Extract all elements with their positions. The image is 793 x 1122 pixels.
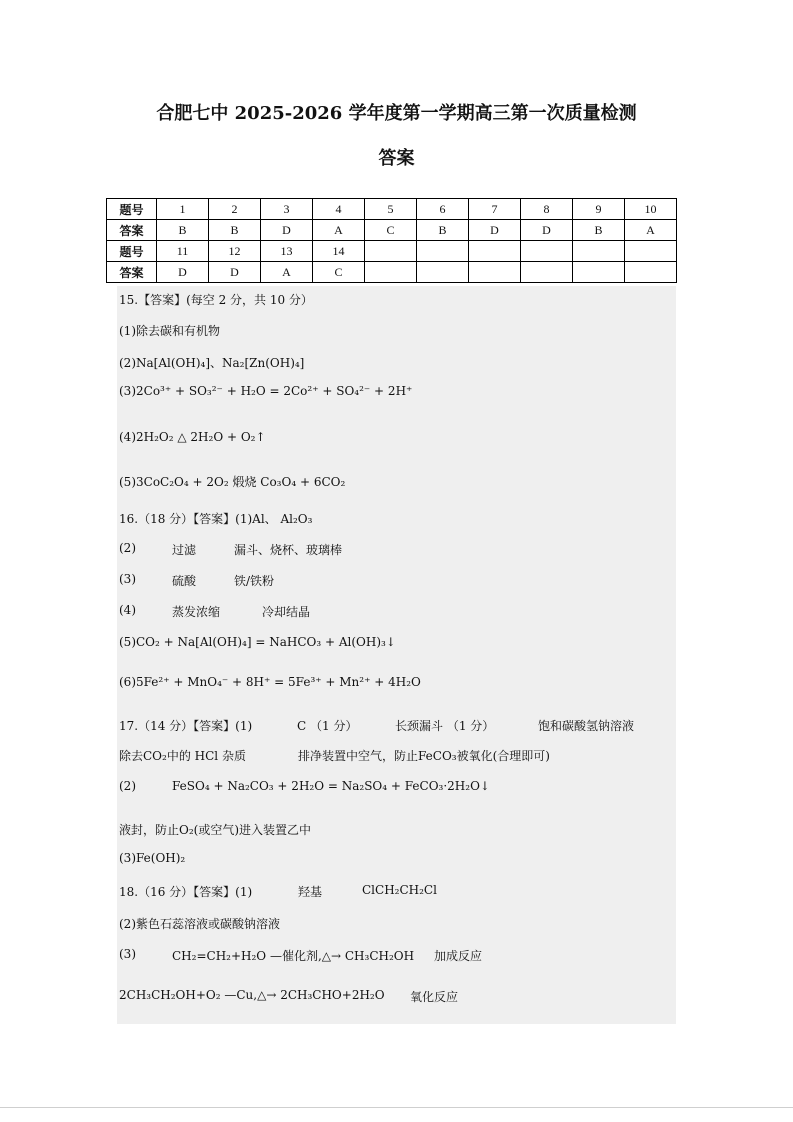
table-cell (573, 262, 625, 283)
q16-line-6: (6)5Fe²⁺ + MnO₄⁻ + 8H⁺ = 5Fe³⁺ + Mn²⁺ + 4H₂O (119, 675, 421, 689)
q18-line-3-label: (3) (119, 947, 136, 961)
table-cell: 6 (417, 199, 469, 220)
table-cell (573, 241, 625, 262)
table-cell: D (469, 220, 521, 241)
table-cell: D (261, 220, 313, 241)
q17-line-2a: 除去CO₂中的 HCl 杂质 (119, 749, 246, 763)
q15-line-1: (1)除去碳和有机物 (119, 324, 220, 338)
table-cell: A (625, 220, 677, 241)
q18-line-2: (2)紫色石蕊溶液或碳酸钠溶液 (119, 917, 280, 931)
q17-heading: 17.（14 分）【答案】(1) (119, 719, 253, 733)
table-row (107, 241, 677, 262)
table-cell: C (313, 262, 365, 283)
q16-line-5: (5)CO₂ + Na[Al(OH)₄] = NaHCO₃ + Al(OH)₃↓ (119, 635, 396, 649)
q17-answer-d: 长颈漏斗 （1 分） (395, 719, 495, 733)
q17-line-5: (3)Fe(OH)₂ (119, 851, 186, 865)
q17-line-2b: 排净装置中空气，防止FeCO₃被氧化(合理即可) (298, 749, 550, 763)
q17-answer-c: C （1 分） (297, 719, 358, 733)
row-label-question: 题号 (107, 241, 157, 262)
table-cell (417, 241, 469, 262)
table-cell: 5 (365, 199, 417, 220)
row-label-answer: 答案 (107, 220, 157, 241)
table-cell: 1 (157, 199, 209, 220)
q17-line-3-equation: FeSO₄ + Na₂CO₃ + 2H₂O = Na₂SO₄ + FeCO₃·2H₂O↓ (172, 779, 490, 793)
table-cell (417, 262, 469, 283)
table-cell: D (209, 262, 261, 283)
q16-line-4-answer-b: 冷却结晶 (262, 605, 311, 619)
q16-line-2-answer-a: 过滤 (172, 543, 197, 557)
q16-line-2-answer-b: 漏斗、烧杯、玻璃棒 (234, 543, 343, 557)
table-row (107, 262, 677, 283)
q18-line-3-equation: CH₂=CH₂+H₂O —催化剂,△→ CH₃CH₂OH (172, 949, 415, 963)
table-cell: A (261, 262, 313, 283)
table-cell: 7 (469, 199, 521, 220)
table-cell: D (157, 262, 209, 283)
q15-line-3: (3)2Co³⁺ + SO₃²⁻ + H₂O = 2Co²⁺ + SO₄²⁻ + 2H⁺ (119, 384, 413, 398)
table-cell: 14 (313, 241, 365, 262)
q17-answer-e: 饱和碳酸氢钠溶液 (538, 719, 635, 733)
table-cell: B (209, 220, 261, 241)
q16-line-4-answer-a: 蒸发浓缩 (172, 605, 221, 619)
q18-line-4-equation: 2CH₃CH₂OH+O₂ —Cu,△→ 2CH₃CHO+2H₂O (119, 988, 385, 1002)
row-label-question: 题号 (107, 199, 157, 220)
q15-heading: 15.【答案】(每空 2 分，共 10 分） (119, 293, 313, 307)
q18-line-3-type: 加成反应 (434, 949, 483, 963)
table-cell: 2 (209, 199, 261, 220)
q17-line-4: 液封，防止O₂(或空气)进入装置乙中 (119, 823, 312, 837)
answer-table (106, 198, 677, 283)
table-cell: C (365, 220, 417, 241)
q18-answer-b: 羟基 (298, 885, 323, 899)
table-row (107, 199, 677, 220)
table-cell (365, 262, 417, 283)
table-cell (521, 241, 573, 262)
table-cell (365, 241, 417, 262)
q16-line-3-label: (3) (119, 572, 136, 586)
table-cell: 4 (313, 199, 365, 220)
table-cell: 9 (573, 199, 625, 220)
table-cell: 8 (521, 199, 573, 220)
table-cell (625, 262, 677, 283)
table-cell: 10 (625, 199, 677, 220)
q15-line-5: (5)3CoC₂O₄ + 2O₂ 煅烧 Co₃O₄ + 6CO₂ (119, 475, 346, 489)
q18-heading: 18.（16 分）【答案】(1) (119, 885, 253, 899)
q16-line-3-answer-b: 铁/铁粉 (234, 574, 275, 588)
table-cell: B (417, 220, 469, 241)
table-cell: A (313, 220, 365, 241)
table-cell: B (573, 220, 625, 241)
table-cell: B (157, 220, 209, 241)
table-cell (521, 262, 573, 283)
page-subtitle: 答案 (378, 148, 415, 169)
q16-line-2-label: (2) (119, 541, 136, 555)
table-cell (469, 262, 521, 283)
table-cell: 13 (261, 241, 313, 262)
row-label-answer: 答案 (107, 262, 157, 283)
table-cell: 3 (261, 199, 313, 220)
page-title: 合肥七中 2025-2026 学年度第一学期高三第一次质量检测 (156, 103, 637, 124)
table-cell (625, 241, 677, 262)
q18-line-4-type: 氧化反应 (410, 990, 459, 1004)
table-cell (469, 241, 521, 262)
table-cell: 11 (157, 241, 209, 262)
table-cell: D (521, 220, 573, 241)
q17-line-3-label: (2) (119, 779, 136, 793)
table-row (107, 220, 677, 241)
page-bottom-divider (0, 1107, 793, 1108)
q15-line-4: (4)2H₂O₂ △ 2H₂O + O₂↑ (119, 430, 266, 444)
q15-line-2: (2)Na[Al(OH)₄]、Na₂[Zn(OH)₄] (119, 356, 305, 370)
table-cell: 12 (209, 241, 261, 262)
q16-line-4-label: (4) (119, 603, 136, 617)
q16-line-3-answer-a: 硫酸 (172, 574, 197, 588)
q16-heading: 16.（18 分）【答案】(1)Al、 Al₂O₃ (119, 512, 313, 526)
q18-answer-c: ClCH₂CH₂Cl (362, 883, 437, 897)
